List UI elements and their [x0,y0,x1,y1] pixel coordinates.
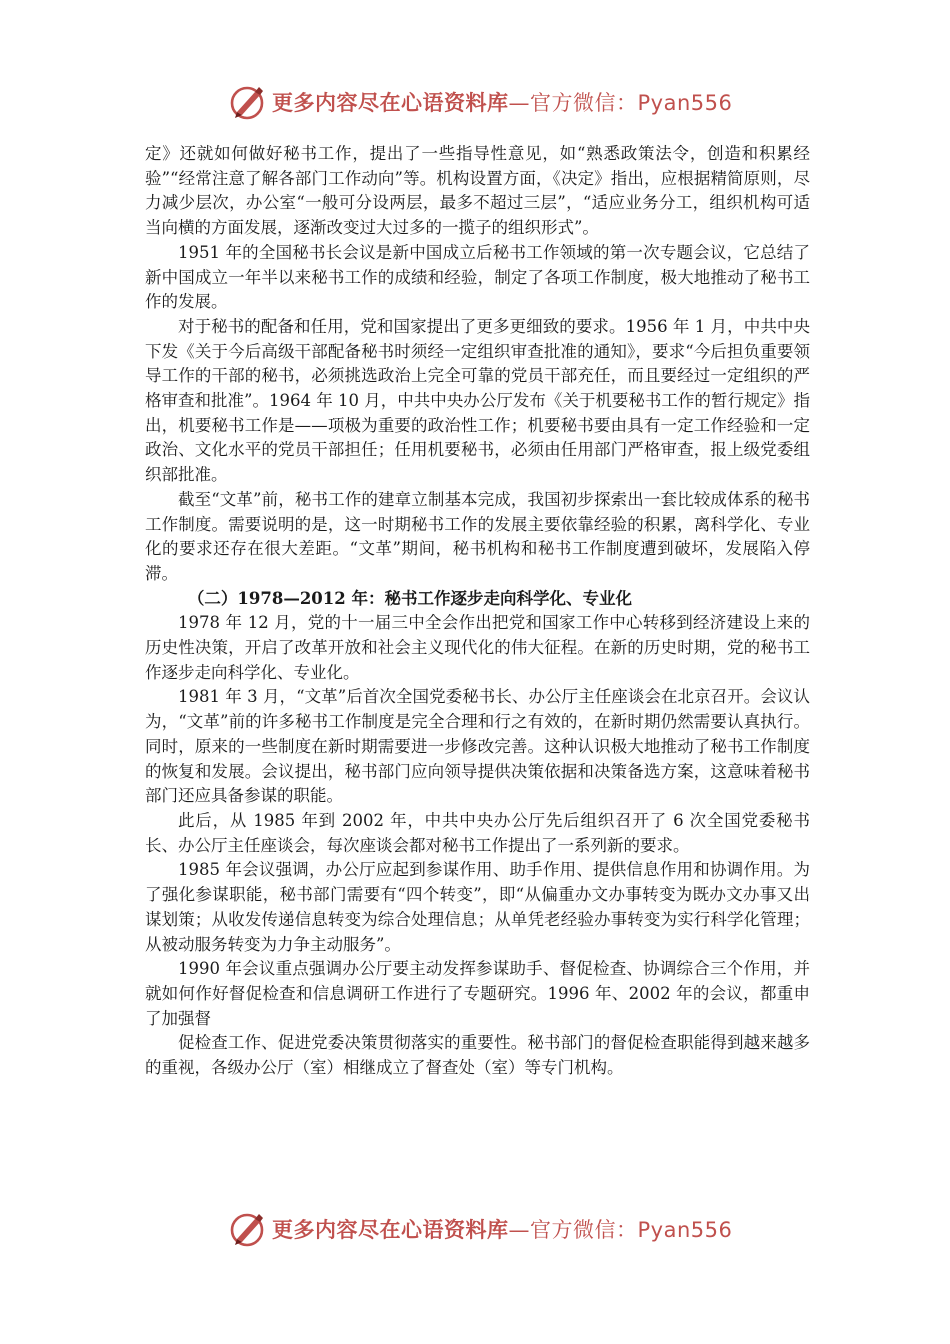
paragraph: 促检查工作、促进党委决策贯彻落实的重要性。秘书部门的督促检查职能得到越来越多的重视，各级办公厅（室）相继成立了督查处（室）等专门机构。 [145,1033,810,1078]
banner-wechat-label: 官方微信： [530,91,638,115]
paragraph: 定》还就如何做好秘书工作，提出了一些指导性意见，如“熟悉政策法令，创造和积累经验”“经常注意了解各部门工作动向”等。机构设置方面，《决定》指出，应根据精简原则，尽力减少层次，办公室“一般可分设两层，最多不超过三层”，“适应业务分工，组织机构可适当向横的方面发展，逐渐改变过大过多的一揽子的组织形式”。 [145,144,810,238]
banner-title: 更多内容尽在心语资料库 [272,91,509,115]
banner-separator: — [508,91,530,115]
banner-wechat-id: Pyan556 [637,91,733,115]
banner-separator: — [508,1218,530,1242]
section-heading: （二）1978—2012 年：秘书工作逐步走向科学化、专业化 [187,588,632,608]
paragraph: 1981 年 3 月，“文革”后首次全国党委秘书长、办公厅主任座谈会在北京召开。会议认为，“文革”前的许多秘书工作制度是完全合理和行之有效的，在新时期仍然需要认真执行。同时，原来的一些制度在新时期需要进一步修改完善。这种认识极大地推动了秘书工作制度的恢复和发展。会议提出，秘书部门应向领导提供决策依据和决策备选方案，这意味着秘书部门还应具备参谋的职能。 [145,687,810,806]
banner-title: 更多内容尽在心语资料库 [272,1218,509,1242]
pen-logo-icon [228,1209,268,1249]
paragraph: 1978 年 12 月，党的十一届三中全会作出把党和国家工作中心转移到经济建设上来的历史性决策，开启了改革开放和社会主义现代化的伟大征程。在新的历史时期，党的秘书工作逐步走向科学化、专业化。 [145,613,810,682]
pen-logo-icon [228,82,268,122]
banner-wechat-id: Pyan556 [637,1218,733,1242]
paragraph: 此后，从 1985 年到 2002 年，中共中央办公厅先后组织召开了 6 次全国党委秘书长、办公厅主任座谈会，每次座谈会都对秘书工作提出了一系列新的要求。 [145,810,810,855]
banner-text [272,1214,732,1244]
banner-wechat-label: 官方微信： [530,1218,638,1242]
header-banner [0,82,950,122]
paragraph: 1951 年的全国秘书长会议是新中国成立后秘书工作领域的第一次专题会议，它总结了新中国成立一年半以来秘书工作的成绩和经验，制定了各项工作制度，极大地推动了秘书工作的发展。 [145,242,810,312]
paragraph: 1985 年会议强调，办公厅应起到参谋作用、助手作用、提供信息作用和协调作用。为了强化参谋职能，秘书部门需要有“四个转变”，即“从偏重办文办事转变为既办文办事又出谋划策；从收发传递信息转变为综合处理信息；从单凭老经验办事转变为实行科学化管理；从被动服务转变为力争主动服务”。 [145,860,810,954]
paragraph: 截至“文革”前，秘书工作的建章立制基本完成，我国初步探索出一套比较成体系的秘书工作制度。需要说明的是，这一时期秘书工作的发展主要依靠经验的积累，离科学化、专业化的要求还存在很大差距。“文革”期间，秘书机构和秘书工作制度遭到破坏，发展陷入停滞。 [145,489,810,583]
banner-text [272,87,732,117]
document-body [145,142,810,1081]
paragraph: 对于秘书的配备和任用，党和国家提出了更多更细致的要求。1956 年 1 月，中共中央下发《关于今后高级干部配备秘书时须经一定组织审查批准的通知》，要求“今后担负重要领导工作的干部的秘书，必须挑选政治上完全可靠的党员干部充任，而且要经过一定组织的严格审查和批准”。1964 年 10 月，中共中央办公厅发布《关于机要秘书工作的暂行规定》指出，机要秘书工作是——项极为重要的政治性工作；机要秘书要由具有一定工作经验和一定政治、文化水平的党员干部担任；任用机要秘书，必须由任用部门严格审查，报上级党委组织部批准。 [145,316,810,485]
paragraph: 1990 年会议重点强调办公厅要主动发挥参谋助手、督促检查、协调综合三个作用，并就如何作好督促检查和信息调研工作进行了专题研究。1996 年、2002 年的会议，都重申了加强督 [145,959,810,1028]
footer-banner [0,1209,950,1249]
